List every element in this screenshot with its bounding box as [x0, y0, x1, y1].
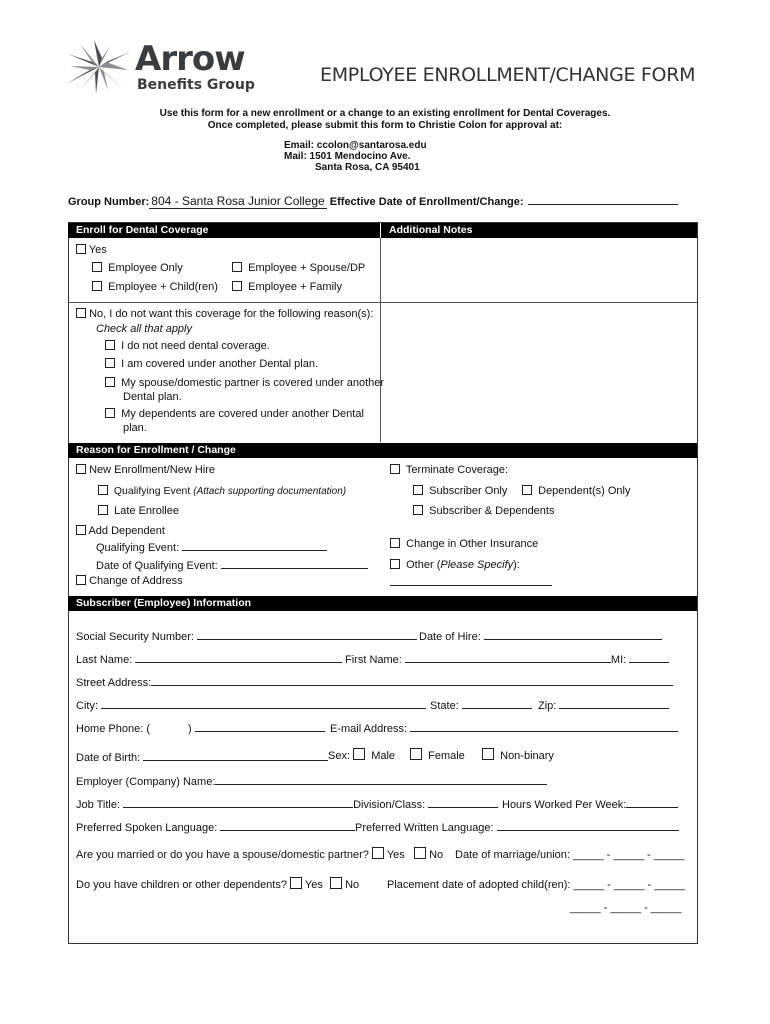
change-insurance-label: Change in Other Insurance [406, 538, 539, 550]
subscriber-only-checkbox[interactable] [413, 485, 423, 495]
logo-subtitle: Benefits Group [137, 77, 255, 93]
dob-field[interactable] [143, 750, 328, 761]
email-field[interactable] [410, 721, 678, 732]
instruction-line-1: Use this form for a new enrollment or a change to an existing enrollment for Dental Coverages. [159, 108, 611, 119]
street-field[interactable] [151, 675, 673, 686]
married-question: Are you married or do you have a spouse/domestic partner? [76, 849, 369, 861]
change-address-label: Change of Address [89, 575, 183, 587]
new-enrollment-checkbox[interactable] [76, 464, 86, 474]
children-no-checkbox[interactable] [330, 877, 342, 889]
zip-label: Zip: [538, 700, 557, 712]
marriage-date-label: Date of marriage/union: [455, 849, 570, 861]
qualifying-event-note: (Attach supporting documentation) [193, 486, 347, 497]
late-enrollee-label: Late Enrollee [114, 505, 179, 517]
home-phone-paren: ) [187, 723, 192, 735]
qualifying-event-checkbox[interactable] [98, 485, 108, 495]
add-dependent-label: Add Dependent [88, 525, 165, 537]
new-enrollment-label: New Enrollment/New Hire [89, 464, 215, 476]
married-no-label: No [429, 849, 444, 861]
reason-section-header: Reason for Enrollment / Change [68, 443, 697, 458]
terminate-label: Terminate Coverage: [405, 464, 509, 476]
late-enrollee-checkbox[interactable] [98, 505, 108, 515]
check-all-note: Check all that apply [96, 323, 192, 335]
group-number-label: Group Number: [68, 196, 150, 208]
employee-children-checkbox[interactable] [92, 281, 102, 291]
enroll-yes-label: Yes [88, 244, 107, 256]
ssn-label: Social Security Number: [76, 631, 194, 643]
add-dependent-checkbox[interactable] [76, 525, 86, 535]
written-language-label: Preferred Written Language: [355, 822, 494, 834]
date-qualifying-field[interactable] [221, 558, 368, 569]
logo-word: Arrow [135, 39, 245, 79]
job-title-label: Job Title: [76, 799, 121, 811]
reason-dependents-label: My dependents are covered under another Dental [121, 408, 364, 420]
notes-section-header: Additional Notes [381, 223, 697, 238]
dependents-only-checkbox[interactable] [522, 485, 532, 495]
employee-children-label: Employee + Child(ren) [108, 281, 218, 293]
sex-label: Sex: [328, 750, 351, 762]
star-arrows-icon [66, 40, 132, 94]
change-address-checkbox[interactable] [76, 575, 86, 585]
married-yes-checkbox[interactable] [372, 847, 384, 859]
hire-date-field[interactable] [484, 629, 662, 640]
qualifying-event-label: Qualifying Event [113, 485, 191, 497]
terminate-checkbox[interactable] [390, 464, 400, 474]
zip-field[interactable] [559, 698, 669, 709]
contact-city: Santa Rosa, CA 95401 [315, 162, 420, 173]
placement-date-field-2[interactable]: _____ - _____ - _____ [570, 902, 682, 914]
married-yes-label: Yes [386, 849, 405, 861]
other-checkbox[interactable] [390, 559, 400, 569]
male-label: Male [371, 750, 396, 762]
employee-family-checkbox[interactable] [232, 281, 242, 291]
effective-date-field[interactable] [528, 194, 678, 205]
dob-label: Date of Birth: [76, 752, 141, 764]
home-phone-label: Home Phone: ( [76, 723, 150, 735]
spoken-language-field[interactable] [220, 820, 355, 831]
marriage-date-field[interactable]: _____ - _____ - _____ [573, 849, 685, 861]
hire-date-label: Date of Hire: [419, 631, 481, 643]
first-name-label: First Name: [345, 654, 402, 666]
hours-field[interactable] [626, 797, 678, 808]
city-field[interactable] [101, 698, 426, 709]
male-checkbox[interactable] [353, 748, 365, 760]
reason-spouse-checkbox[interactable] [105, 377, 115, 387]
enroll-section-header: Enroll for Dental Coverage [68, 223, 380, 238]
last-name-label: Last Name: [76, 654, 133, 666]
enroll-divider [68, 302, 697, 303]
employee-only-checkbox[interactable] [92, 262, 102, 272]
reason-spouse-label: My spouse/domestic partner is covered under another [121, 377, 385, 389]
qualifying-event-field[interactable] [182, 540, 327, 551]
division-field[interactable] [428, 797, 498, 808]
mi-label: MI: [610, 654, 627, 666]
employer-field[interactable] [215, 774, 547, 785]
other-label: Other ( [406, 559, 441, 571]
employee-family-label: Employee + Family [248, 281, 342, 293]
reason-no-need-label: I do not need dental coverage. [121, 340, 270, 352]
contact-mail: Mail: 1501 Mendocino Ave. [284, 151, 411, 162]
enroll-no-label: No, I do not want this coverage for the following reason(s): [89, 308, 374, 320]
employer-label: Employer (Company) Name: [76, 776, 216, 788]
first-name-field[interactable] [405, 652, 611, 663]
other-label-close: ): [513, 559, 520, 571]
subscriber-dependents-checkbox[interactable] [413, 505, 423, 515]
contact-email: Email: ccolon@santarosa.edu [284, 140, 427, 151]
state-label: State: [430, 700, 459, 712]
state-field[interactable] [462, 698, 532, 709]
subscriber-only-label: Subscriber Only [429, 485, 508, 497]
reason-dependents-label-cont: plan. [123, 422, 147, 434]
written-language-field[interactable] [497, 820, 679, 831]
notes-divider [380, 238, 381, 442]
ssn-field[interactable] [197, 629, 417, 640]
employee-only-label: Employee Only [108, 262, 183, 274]
subscriber-section-header: Subscriber (Employee) Information [68, 596, 697, 611]
children-no-label: No [345, 879, 360, 891]
qualifying-event-field-label: Qualifying Event: [96, 542, 180, 554]
reason-other-plan-label: I am covered under another Dental plan. [121, 358, 319, 370]
instruction-line-2: Once completed, please submit this form to Christie Colon for approval at: [207, 120, 563, 131]
enroll-yes-checkbox[interactable] [76, 244, 86, 254]
group-number-field[interactable]: 804 - Santa Rosa Junior College [151, 194, 325, 208]
female-label: Female [428, 750, 465, 762]
hours-label: Hours Worked Per Week: [502, 799, 627, 811]
division-label: Division/Class: [353, 799, 426, 811]
change-insurance-checkbox[interactable] [390, 538, 400, 548]
city-label: City: [76, 700, 98, 712]
dependents-only-label: Dependent(s) Only [538, 485, 631, 497]
children-yes-label: Yes [304, 879, 323, 891]
spoken-language-label: Preferred Spoken Language: [76, 822, 218, 834]
employee-spouse-checkbox[interactable] [232, 262, 242, 272]
home-phone-field[interactable] [195, 721, 325, 732]
effective-date-label: Effective Date of Enrollment/Change: [329, 196, 524, 208]
form-title: EMPLOYEE ENROLLMENT/CHANGE FORM [320, 64, 696, 86]
female-checkbox[interactable] [410, 748, 422, 760]
nonbinary-checkbox[interactable] [482, 748, 494, 760]
children-yes-checkbox[interactable] [290, 877, 302, 889]
other-specify-field[interactable] [390, 585, 552, 586]
placement-date-field-1[interactable]: _____ - _____ - _____ [573, 879, 685, 891]
employee-spouse-label: Employee + Spouse/DP [248, 262, 366, 274]
reason-other-plan-checkbox[interactable] [105, 358, 115, 368]
job-title-field[interactable] [123, 797, 353, 808]
email-label: E-mail Address: [330, 723, 408, 735]
subscriber-dependents-label: Subscriber & Dependents [429, 505, 555, 517]
date-qualifying-label: Date of Qualifying Event: [96, 560, 218, 572]
enroll-no-checkbox[interactable] [76, 308, 86, 318]
placement-date-label: Placement date of adopted child(ren): [387, 879, 571, 891]
last-name-field[interactable] [135, 652, 342, 663]
reason-spouse-label-cont: Dental plan. [123, 391, 182, 403]
children-question: Do you have children or other dependents? [76, 879, 287, 891]
married-no-checkbox[interactable] [414, 847, 426, 859]
street-label: Street Address: [76, 677, 152, 689]
mi-field[interactable] [629, 652, 669, 663]
nonbinary-label: Non-binary [500, 750, 554, 762]
reason-dependents-checkbox[interactable] [105, 408, 115, 418]
reason-no-need-checkbox[interactable] [105, 340, 115, 350]
please-specify-label: Please Specify [440, 559, 514, 571]
